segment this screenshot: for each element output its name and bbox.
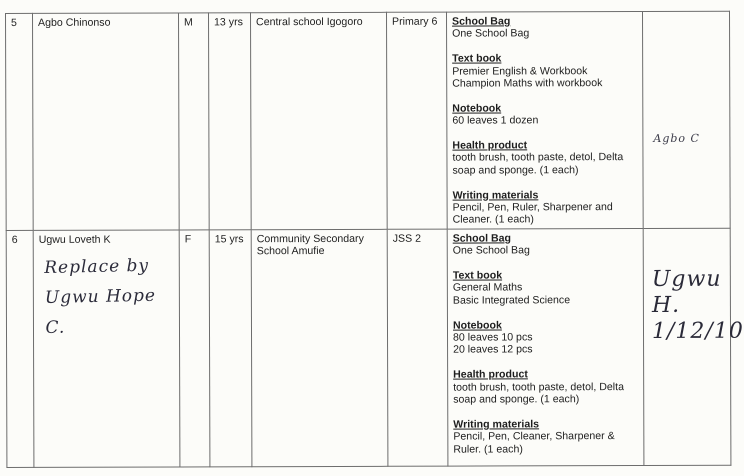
sex-cell: F: [179, 230, 210, 467]
item-group-writing-materials: [453, 189, 638, 227]
item-line: Champion Maths with workbook: [452, 77, 603, 90]
item-line: tooth brush, tooth paste, detol, Delta: [452, 151, 624, 165]
age-cell: 15 yrs: [209, 230, 252, 467]
item-heading: Health product: [453, 368, 528, 381]
items-cell: [447, 228, 644, 466]
item-line: Cleaner. (1 each): [452, 213, 534, 227]
item-line: 80 leaves 10 pcs: [453, 331, 533, 344]
item-heading: Writing materials: [452, 188, 539, 202]
beneficiary-name: Ugwu Loveth K: [38, 233, 111, 246]
item-group-school-bag: [452, 15, 637, 40]
signature-cell: [643, 228, 744, 465]
name-cell: [33, 230, 180, 467]
item-line: General Maths: [452, 281, 523, 295]
handwritten-replacement-note: [44, 251, 175, 344]
handwritten-signature: [652, 267, 744, 345]
table-row: [6, 11, 731, 230]
item-line: One School Bag: [452, 27, 530, 41]
age-cell: 13 yrs: [209, 13, 252, 230]
item-group-text-book: [453, 269, 638, 307]
class-cell: Primary 6: [386, 12, 447, 229]
item-heading: School Bag: [452, 15, 511, 28]
signature-cell: [642, 11, 730, 228]
school-cell: Central school Igogoro: [251, 12, 388, 229]
handwritten-line: Replace by: [44, 256, 150, 279]
item-line: One School Bag: [452, 244, 530, 257]
item-line: Basic Integrated Science: [452, 294, 571, 307]
item-group-health-product: [453, 368, 638, 406]
item-group-notebook: [453, 319, 638, 357]
item-heading: Notebook: [452, 102, 502, 115]
item-line: soap and sponge. (1 each): [453, 393, 580, 406]
serial-number-cell: 6: [6, 230, 34, 467]
item-heading: Writing materials: [453, 418, 540, 431]
item-line: Ruler. (1 each): [453, 443, 523, 456]
signature-line: Ugwu: [651, 266, 722, 292]
item-heading: Text book: [452, 269, 503, 282]
item-group-health-product: [452, 139, 637, 177]
item-group-school-bag: [453, 232, 638, 257]
serial-number-cell: 5: [6, 13, 34, 230]
school-cell: Community Secondary School Amufie: [251, 229, 388, 466]
items-cell: [446, 11, 643, 228]
item-line: 60 leaves 1 dozen: [452, 114, 539, 127]
class-cell: JSS 2: [387, 229, 448, 466]
item-heading: Text book: [452, 52, 502, 65]
item-heading: Health product: [452, 139, 528, 152]
handwritten-signature: Agbo C: [653, 131, 700, 145]
item-group-writing-materials: [453, 418, 638, 456]
name-cell: [33, 13, 180, 230]
item-line: 20 leaves 12 pcs: [453, 343, 533, 357]
item-heading: School Bag: [452, 232, 512, 245]
item-line: Pencil, Pen, Ruler, Sharpener and: [452, 201, 613, 214]
signature-date-line: H. 1/12/10: [651, 292, 744, 344]
item-line: Pencil, Pen, Cleaner, Sharpener &: [453, 430, 615, 443]
handwritten-line: Ugwu Hope C.: [44, 285, 157, 339]
item-line: soap and sponge. (1 each): [452, 164, 579, 177]
beneficiary-name: Agbo Chinonso: [38, 16, 111, 29]
sex-cell: M: [179, 13, 210, 230]
item-line: Premier English & Workbook: [452, 64, 588, 78]
table-row: [6, 228, 731, 467]
item-heading: Notebook: [452, 319, 502, 332]
beneficiary-table: [5, 11, 744, 468]
item-line: tooth brush, tooth paste, detol, Delta: [453, 380, 624, 394]
item-group-notebook: [452, 102, 637, 127]
item-group-text-book: [452, 52, 637, 90]
